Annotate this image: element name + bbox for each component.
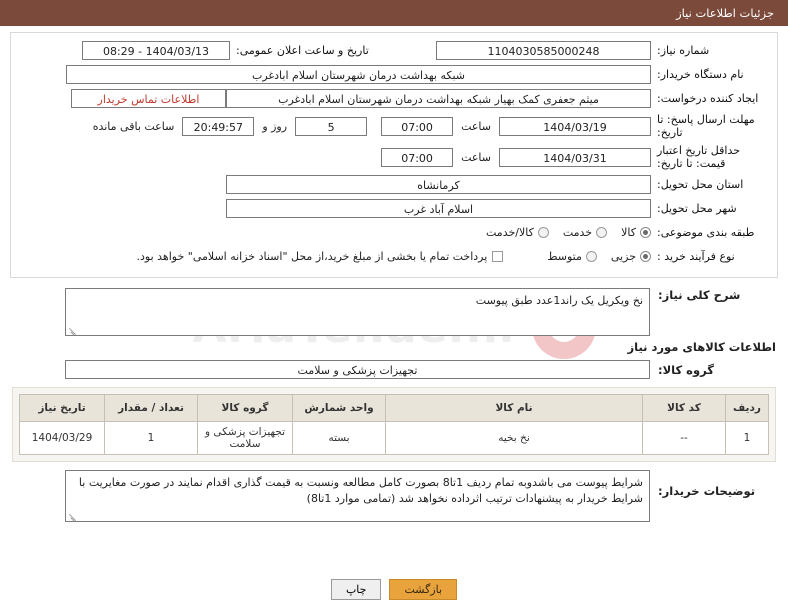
city-value: اسلام آباد غرب [226, 199, 651, 218]
buyer-org-label: نام دستگاه خریدار: [657, 68, 744, 81]
validity-hour: 07:00 [381, 148, 453, 167]
category-label: طبقه بندی موضوعی: [657, 226, 755, 239]
row-process-type [19, 247, 769, 266]
goods-table [19, 394, 769, 455]
col-group: گروه کالا [198, 395, 293, 422]
radio-selected-icon [640, 251, 651, 262]
col-index: ردیف [726, 395, 769, 422]
remaining-time: 20:49:57 [182, 117, 254, 136]
deadline-date: 1404/03/19 [499, 117, 651, 136]
row-city [19, 199, 769, 218]
radio-icon [538, 227, 549, 238]
validity-date: 1404/03/31 [499, 148, 651, 167]
row-creator [19, 89, 769, 108]
category-option-kala[interactable] [621, 226, 651, 239]
public-announce-value: 1404/03/13 - 08:29 [82, 41, 230, 60]
need-desc-value [65, 288, 650, 336]
cell-index: 1 [726, 422, 769, 455]
cell-code: -- [643, 422, 726, 455]
window-title: جزئیات اطلاعات نیاز [676, 6, 774, 20]
row-category [19, 223, 769, 242]
public-announce-label: تاریخ و ساعت اعلان عمومی: [236, 44, 369, 57]
payment-note-checkbox-group[interactable] [137, 250, 504, 263]
window-titlebar [0, 0, 788, 26]
deadline-label: مهلت ارسال پاسخ: تا تاریخ: [657, 113, 755, 139]
province-label: استان محل تحویل: [657, 178, 744, 191]
col-code: کد کالا [643, 395, 726, 422]
buyer-contact-link[interactable]: اطلاعات تماس خریدار [71, 89, 226, 108]
category-option-kala-khedmat[interactable] [486, 226, 549, 239]
validity-hour-label: ساعت [461, 150, 491, 164]
goods-table-wrapper [12, 387, 776, 462]
row-deadline [19, 113, 769, 139]
remaining-suffix: ساعت باقی مانده [92, 119, 175, 133]
deadline-hour: 07:00 [381, 117, 453, 136]
cell-unit: بسته [293, 422, 386, 455]
creator-value: میثم جعفری کمک بهیار شبکه بهداشت درمان شهرستان اسلام ابادغرب [226, 89, 651, 108]
table-row [20, 422, 769, 455]
remaining-days-label: روز و [262, 119, 288, 133]
process-label: نوع فرآیند خرید : [657, 250, 735, 263]
cell-name: نخ بخیه [386, 422, 643, 455]
need-number-value: 1104030585000248 [436, 41, 651, 60]
buyer-notes-label: توضیحات خریدار: [658, 484, 756, 498]
process-option-motevaset[interactable] [547, 250, 597, 263]
category-option-label-0: کالا [621, 226, 636, 239]
resize-grip-icon[interactable] [68, 325, 77, 334]
print-button[interactable]: چاپ [331, 579, 382, 600]
category-option-label-1: خدمت [562, 226, 593, 239]
need-info-panel [10, 32, 778, 278]
cell-group: تجهیزات پزشکی و سلامت [198, 422, 293, 455]
resize-grip-icon[interactable] [68, 511, 77, 520]
row-buyer-org [19, 65, 769, 84]
province-value: کرمانشاه [226, 175, 651, 194]
goods-group-value: تجهیزات پزشکی و سلامت [65, 360, 650, 379]
radio-icon [596, 227, 607, 238]
need-desc-row [12, 288, 776, 336]
process-option-label-1: متوسط [547, 250, 582, 263]
need-number-label: شماره نیاز: [657, 44, 710, 57]
category-option-label-2: کالا/خدمت [486, 226, 534, 239]
creator-label: ایجاد کننده درخواست: [657, 92, 759, 105]
need-desc-text: نخ ویکریل یک راند1عدد طبق پیوست [475, 294, 643, 307]
deadline-hour-label: ساعت [461, 119, 491, 133]
col-unit: واحد شمارش [293, 395, 386, 422]
buyer-notes-value [65, 470, 650, 522]
category-option-khedmat[interactable] [563, 226, 607, 239]
row-need-number [19, 41, 769, 60]
need-desc-label: شرح کلی نیاز: [658, 288, 741, 302]
col-qty: تعداد / مقدار [105, 395, 198, 422]
radio-selected-icon [640, 227, 651, 238]
payment-note-label: پرداخت تمام یا بخشی از مبلغ خرید،از محل "اسناد خزانه اسلامی" خواهد بود. [136, 250, 488, 263]
col-date: تاریخ نیاز [20, 395, 105, 422]
col-name: نام کالا [386, 395, 643, 422]
buyer-notes-text: شرایط پیوست می باشدوبه تمام ردیف 1تا8 بصورت کامل مطالعه ونسبت به قیمت گذاری اقدام نمایند در صورت مغایریت با شرایط خریدار به پیشنهادات ترتیب اثرداده نخواهد شد (تمامی موارد 1تا8) [78, 476, 643, 505]
footer-actions [0, 572, 788, 606]
checkbox-icon[interactable] [492, 251, 503, 262]
buyer-org-value: شبکه بهداشت درمان شهرستان اسلام ابادغرب [66, 65, 651, 84]
goods-group-row [12, 360, 776, 379]
city-label: شهر محل تحویل: [657, 202, 737, 215]
row-validity [19, 144, 769, 170]
process-option-jozii[interactable] [611, 250, 651, 263]
row-province [19, 175, 769, 194]
cell-qty: 1 [105, 422, 198, 455]
buyer-notes-row [12, 470, 776, 522]
back-button[interactable]: بازگشت [389, 579, 457, 600]
goods-section-title: اطلاعات کالاهای مورد نیاز [627, 340, 776, 354]
remaining-days: 5 [295, 117, 367, 136]
validity-label: حداقل تاریخ اعتبار قیمت: تا تاریخ: [657, 144, 741, 170]
cell-date: 1404/03/29 [20, 422, 105, 455]
page-body [0, 26, 788, 522]
process-option-label-0: جزیی [610, 250, 636, 263]
radio-icon [586, 251, 597, 262]
goods-table-header-row [20, 395, 769, 422]
goods-group-label: گروه کالا: [658, 362, 714, 377]
